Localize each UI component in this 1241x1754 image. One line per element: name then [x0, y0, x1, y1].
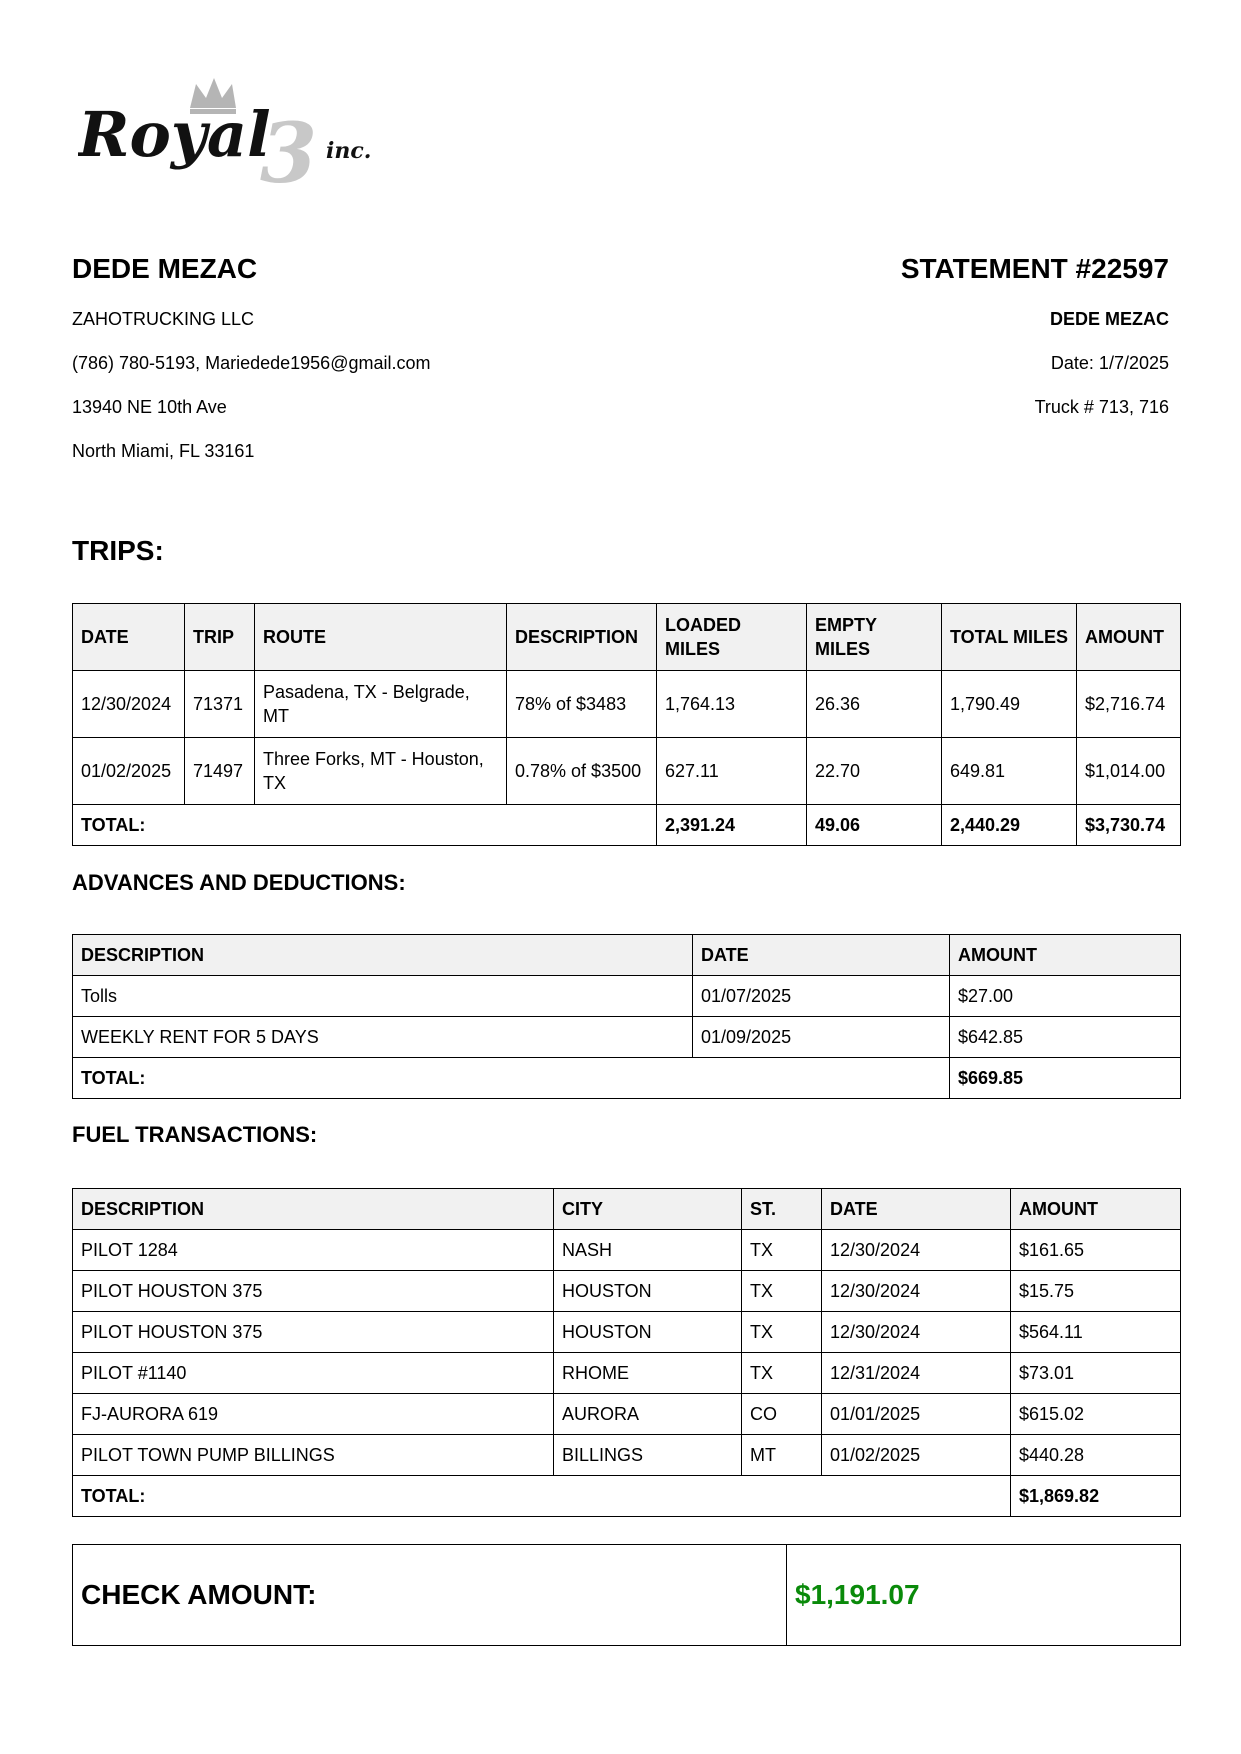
trips-table	[72, 603, 1181, 846]
advances-total-row	[73, 1058, 1181, 1099]
col-header: AMOUNT	[1011, 1189, 1181, 1230]
cell: WEEKLY RENT FOR 5 DAYS	[73, 1017, 693, 1058]
total-label: TOTAL:	[73, 1058, 950, 1099]
statement-title: STATEMENT #22597	[900, 253, 1169, 284]
col-header: DATE	[693, 935, 950, 976]
total-loaded-miles: 2,391.24	[657, 805, 807, 846]
driver-name: DEDE MEZAC	[72, 253, 258, 284]
check-amount-box	[72, 1544, 1181, 1646]
cell: 71371	[185, 671, 255, 738]
cell: TX	[742, 1271, 822, 1312]
cell: 12/30/2024	[73, 671, 185, 738]
table-row	[73, 1230, 1181, 1271]
col-header: TRIP	[185, 604, 255, 671]
table-row	[73, 1271, 1181, 1312]
cell: 01/01/2025	[822, 1394, 1011, 1435]
cell: 01/07/2025	[693, 976, 950, 1017]
table-row	[73, 1394, 1181, 1435]
cell: NASH	[554, 1230, 742, 1271]
cell: 0.78% of $3500	[507, 738, 657, 805]
statement-truck: Truck # 713, 716	[1034, 397, 1169, 417]
table-row	[73, 976, 1181, 1017]
cell: RHOME	[554, 1353, 742, 1394]
table-row	[73, 1017, 1181, 1058]
cell: 627.11	[657, 738, 807, 805]
trips-total-row	[73, 805, 1181, 846]
cell: 1,764.13	[657, 671, 807, 738]
col-header: AMOUNT	[1077, 604, 1181, 671]
driver-info	[72, 252, 672, 484]
col-header: LOADED MILES	[657, 604, 807, 671]
col-header: ST.	[742, 1189, 822, 1230]
cell: AURORA	[554, 1394, 742, 1435]
trips-header-row	[73, 604, 1181, 671]
statement-date: Date: 1/7/2025	[1050, 353, 1169, 373]
advances-table	[72, 934, 1181, 1099]
cell: $15.75	[1011, 1271, 1181, 1312]
fuel-title: FUEL TRANSACTIONS:	[72, 1122, 318, 1147]
total-amount: $1,869.82	[1011, 1476, 1181, 1517]
table-row	[73, 738, 1181, 805]
statement-info	[609, 252, 1169, 440]
total-label: TOTAL:	[73, 1476, 1011, 1517]
cell: 12/31/2024	[822, 1353, 1011, 1394]
cell: $73.01	[1011, 1353, 1181, 1394]
cell: 1,790.49	[942, 671, 1077, 738]
cell: 01/02/2025	[822, 1435, 1011, 1476]
cell: TX	[742, 1230, 822, 1271]
trips-title: TRIPS:	[72, 535, 164, 566]
cell: $161.65	[1011, 1230, 1181, 1271]
advances-title: ADVANCES AND DEDUCTIONS:	[72, 870, 406, 895]
cell: 649.81	[942, 738, 1077, 805]
check-amount-row	[73, 1545, 1181, 1646]
cell: $615.02	[1011, 1394, 1181, 1435]
col-header: DESCRIPTION	[507, 604, 657, 671]
col-header: DATE	[73, 604, 185, 671]
driver-company: ZAHOTRUCKING LLC	[72, 309, 255, 329]
col-header: CITY	[554, 1189, 742, 1230]
cell: MT	[742, 1435, 822, 1476]
driver-address-line1: 13940 NE 10th Ave	[72, 397, 227, 417]
driver-address-line2: North Miami, FL 33161	[72, 441, 255, 461]
cell: TX	[742, 1353, 822, 1394]
table-row	[73, 1435, 1181, 1476]
col-header: DESCRIPTION	[73, 1189, 554, 1230]
cell: 26.36	[807, 671, 942, 738]
total-label: TOTAL:	[73, 805, 657, 846]
total-miles: 2,440.29	[942, 805, 1077, 846]
col-header: AMOUNT	[950, 935, 1181, 976]
total-empty-miles: 49.06	[807, 805, 942, 846]
royal3-logo	[78, 78, 388, 190]
cell: PILOT 1284	[73, 1230, 554, 1271]
col-header: TOTAL MILES	[942, 604, 1077, 671]
logo-wordmark: Royal	[78, 98, 271, 171]
cell: PILOT HOUSTON 375	[73, 1312, 554, 1353]
advances-header-row	[73, 935, 1181, 976]
cell: TX	[742, 1312, 822, 1353]
cell: 12/30/2024	[822, 1312, 1011, 1353]
table-row	[73, 1312, 1181, 1353]
fuel-table	[72, 1188, 1181, 1517]
table-row	[73, 1353, 1181, 1394]
cell: HOUSTON	[554, 1312, 742, 1353]
fuel-total-row	[73, 1476, 1181, 1517]
cell: $564.11	[1011, 1312, 1181, 1353]
table-row	[73, 671, 1181, 738]
check-amount-label: CHECK AMOUNT:	[73, 1545, 787, 1646]
cell: HOUSTON	[554, 1271, 742, 1312]
col-header: ROUTE	[255, 604, 507, 671]
logo-numeral: 3	[260, 106, 318, 190]
cell: Pasadena, TX - Belgrade, MT	[255, 671, 507, 738]
cell: BILLINGS	[554, 1435, 742, 1476]
driver-contact: (786) 780-5193, Mariedede1956@gmail.com	[72, 353, 431, 373]
cell: 01/09/2025	[693, 1017, 950, 1058]
logo-suffix: inc.	[326, 138, 372, 164]
cell: $440.28	[1011, 1435, 1181, 1476]
cell: $642.85	[950, 1017, 1181, 1058]
cell: Three Forks, MT - Houston, TX	[255, 738, 507, 805]
cell: PILOT #1140	[73, 1353, 554, 1394]
cell: $1,014.00	[1077, 738, 1181, 805]
cell: $2,716.74	[1077, 671, 1181, 738]
cell: 12/30/2024	[822, 1271, 1011, 1312]
cell: 22.70	[807, 738, 942, 805]
fuel-header-row	[73, 1189, 1181, 1230]
col-header: EMPTY MILES	[807, 604, 942, 671]
cell: PILOT TOWN PUMP BILLINGS	[73, 1435, 554, 1476]
total-amount: $669.85	[950, 1058, 1181, 1099]
check-amount-value: $1,191.07	[787, 1545, 1181, 1646]
statement-name: DEDE MEZAC	[1049, 309, 1169, 329]
cell: 01/02/2025	[73, 738, 185, 805]
cell: CO	[742, 1394, 822, 1435]
col-header: DATE	[822, 1189, 1011, 1230]
cell: 12/30/2024	[822, 1230, 1011, 1271]
cell: 78% of $3483	[507, 671, 657, 738]
col-header: DESCRIPTION	[73, 935, 693, 976]
total-amount: $3,730.74	[1077, 805, 1181, 846]
cell: FJ-AURORA 619	[73, 1394, 554, 1435]
cell: $27.00	[950, 976, 1181, 1017]
cell: 71497	[185, 738, 255, 805]
cell: Tolls	[73, 976, 693, 1017]
cell: PILOT HOUSTON 375	[73, 1271, 554, 1312]
